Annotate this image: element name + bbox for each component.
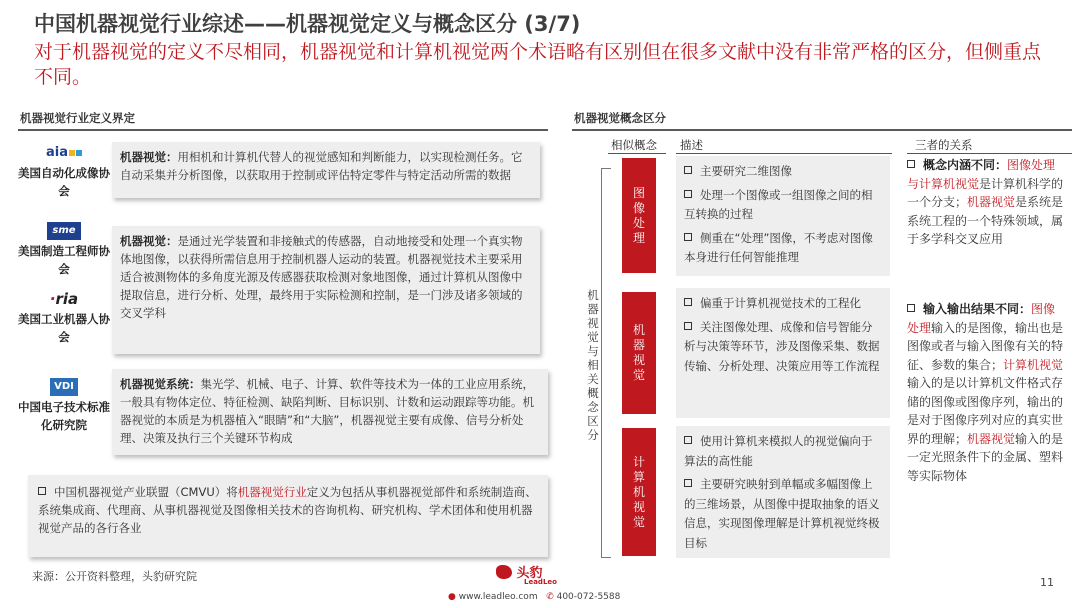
axis-label: 机器视觉与相关概念区分 bbox=[587, 288, 599, 442]
list-item: 使用计算机来模拟人的视觉偏向于算法的高性能 bbox=[684, 434, 873, 468]
highlight-text: 机器视觉行业 bbox=[237, 485, 307, 499]
checkbox-bullet-icon bbox=[684, 322, 692, 330]
org-ria bbox=[18, 290, 110, 346]
definition-term: 机器视觉系统 bbox=[120, 377, 189, 391]
org-aia bbox=[18, 144, 110, 200]
checkbox-bullet-icon bbox=[684, 479, 692, 487]
checkbox-bullet-icon bbox=[38, 487, 46, 495]
org-sme bbox=[18, 220, 110, 278]
column-header-relation: 三者的关系 bbox=[915, 138, 973, 152]
bracket-line bbox=[601, 168, 611, 558]
checkbox-bullet-icon bbox=[684, 298, 692, 306]
definition-text: 是通过光学装置和非接触式的传感器，自动地接受和处理一个真实物体地图像，以获得所需信息用于控制机器人运动的装置。机器视觉技术主要采用适合被测物体的多角度光源及传感器获取检测对象地图像，通过计算机从图像中提取信息，进行分析、处理，最终用于实际检测和控制，是一门涉及诸多领域的交叉学科 bbox=[120, 234, 523, 320]
website-link[interactable]: www.leadleo.com bbox=[458, 592, 538, 602]
definition-text: 集光学、机械、电子、计算、软件等技术为一体的工业应用系统，一般具有物体定位、特征检测、缺陷判断、目标识别、计数和运动跟踪等功能。机器视觉的本质是为机器植入“眼睛”和“大脑”，机器视觉主要有成像、信号分析处理、决策及执行三个关键环节构成 bbox=[120, 377, 534, 445]
org-name: 美国制造工程师协会 bbox=[18, 244, 110, 276]
checkbox-bullet-icon bbox=[684, 233, 692, 241]
list-item: 侧重在“处理”图像，不考虑对图像本身进行任何智能推理 bbox=[684, 230, 873, 264]
list-item: 偏重于计算机视觉技术的工程化 bbox=[684, 294, 882, 314]
description-box-computer-vision bbox=[676, 426, 890, 558]
phone-number: 400-072-5588 bbox=[556, 592, 621, 602]
phone-icon: ✆ bbox=[546, 592, 554, 602]
column-rule bbox=[907, 153, 1072, 154]
definition-text: 用相机和计算机代替人的视觉感知和判断能力，以实现检测任务。它自动采集并分析图像，以获取用于控制或评估特定零件与特定活动所需的数据 bbox=[120, 150, 523, 182]
left-heading-rule bbox=[18, 129, 548, 131]
description-box-machine-vision bbox=[676, 288, 890, 418]
org-cesi bbox=[18, 376, 110, 434]
aia-logo-icon: aia bbox=[18, 144, 110, 162]
definition-term: 机器视觉 bbox=[120, 150, 166, 164]
page-number: 11 bbox=[1040, 576, 1054, 589]
checkbox-bullet-icon bbox=[684, 166, 692, 174]
list-item: 主要研究二维图像 bbox=[684, 162, 882, 182]
org-name: 美国工业机器人协会 bbox=[18, 312, 110, 344]
left-section-heading: 机器视觉行业定义界定 bbox=[20, 111, 135, 125]
category-image-processing: 图像处理 bbox=[622, 158, 656, 273]
right-section-heading: 机器视觉概念区分 bbox=[574, 111, 666, 125]
category-computer-vision: 计算机视觉 bbox=[622, 428, 656, 556]
checkbox-bullet-icon bbox=[907, 160, 915, 168]
cmvu-definition-box: 中国机器视觉产业联盟（CMVU）将机器视觉行业定义为包括从事机器视觉部件和系统制造商、系统集成商、代理商、从事机器视觉及图像相关技术的咨询机构、研究机构、学术团体和使用机器视觉产品的各行各业 bbox=[28, 475, 548, 557]
sme-logo-icon: sme bbox=[47, 222, 80, 240]
checkbox-bullet-icon bbox=[907, 304, 915, 312]
relation-paragraph-io: 输入输出结果不同：图像处理输入的是图像，输出也是图像或者与输入图像有关的特征、参数的集合；计算机视觉输入的是以计算机文件格式存储的图像或图像序列，输出的是对于图像序列对应的真实世界的理解；机器视觉输入的是一定光照条件下的金属、塑料等实际物体 bbox=[907, 302, 1064, 483]
list-item: 主要研究映射到单幅或多幅图像上的三维场景，从图像中提取抽象的语义信息，实现图像理解是计算机视觉终极目标 bbox=[684, 477, 880, 550]
category-machine-vision: 机器视觉 bbox=[622, 292, 656, 414]
column-rule bbox=[608, 153, 666, 154]
column-header-concept: 相似概念 bbox=[611, 138, 657, 152]
definition-box-cesi: 机器视觉系统：集光学、机械、电子、计算、软件等技术为一体的工业应用系统，一般具有物体定位、特征检测、缺陷判断、目标识别、计数和运动跟踪等功能。机器视觉的本质是为机器植入“眼睛”和“大脑”，机器视觉主要有成像、信号分析处理、决策及执行三个关键环节构成 bbox=[112, 369, 548, 455]
org-name: 中国电子技术标准化研究院 bbox=[18, 400, 110, 432]
definition-term: 机器视觉 bbox=[120, 234, 166, 248]
vdi-logo-icon: VDI bbox=[50, 378, 78, 396]
definition-box-sme-ria: 机器视觉：是通过光学装置和非接触式的传感器，自动地接受和处理一个真实物体地图像，以获得所需信息用于控制机器人运动的装置。机器视觉技术主要采用适合被测物体的多角度光源及传感器获取检测对象地图像，通过计算机从图像中提取信息，进行分析、处理，最终用于实际检测和控制，是一门涉及诸多领域的交叉学科 bbox=[112, 226, 540, 354]
column-rule bbox=[676, 153, 892, 154]
page-subtitle: 对于机器视觉的定义不尽相同，机器视觉和计算机视觉两个术语略有区别但在很多文献中没有非常严格的区分，但侧重点不同。 bbox=[34, 41, 1042, 88]
leopard-logo-icon bbox=[496, 565, 512, 579]
source-note: 来源：公开资料整理，头豹研究院 bbox=[32, 570, 197, 583]
checkbox-bullet-icon bbox=[684, 436, 692, 444]
ria-logo-icon: ·ria bbox=[49, 290, 79, 308]
page-title: 中国机器视觉行业综述——机器视觉定义与概念区分 (3/7) bbox=[34, 12, 581, 36]
globe-icon: ● bbox=[448, 592, 456, 602]
footer-contact bbox=[448, 592, 620, 602]
description-box-image-processing bbox=[676, 156, 890, 276]
list-item: 关注图像处理、成像和信号智能分析与决策等环节，涉及图像采集、数据传输、分析处理、决策应用等工作流程 bbox=[684, 319, 880, 373]
column-header-description: 描述 bbox=[680, 138, 703, 152]
relation-paragraph-concept: 概念内涵不同：图像处理与计算机视觉是计算机科学的一个分支；机器视觉是系统是系统工程的一个特殊领域，属于多学科交叉应用 bbox=[907, 158, 1064, 246]
leadleo-logo: 头豹 LeadLeo bbox=[496, 562, 557, 586]
checkbox-bullet-icon bbox=[684, 190, 692, 198]
right-heading-rule bbox=[572, 129, 1072, 131]
org-name: 美国自动化成像协会 bbox=[18, 166, 110, 198]
definition-box-aia: 机器视觉：用相机和计算机代替人的视觉感知和判断能力，以实现检测任务。它自动采集并分析图像，以获取用于控制或评估特定零件与特定活动所需的数据 bbox=[112, 142, 540, 198]
list-item: 处理一个图像或一组图像之间的相互转换的过程 bbox=[684, 187, 873, 221]
